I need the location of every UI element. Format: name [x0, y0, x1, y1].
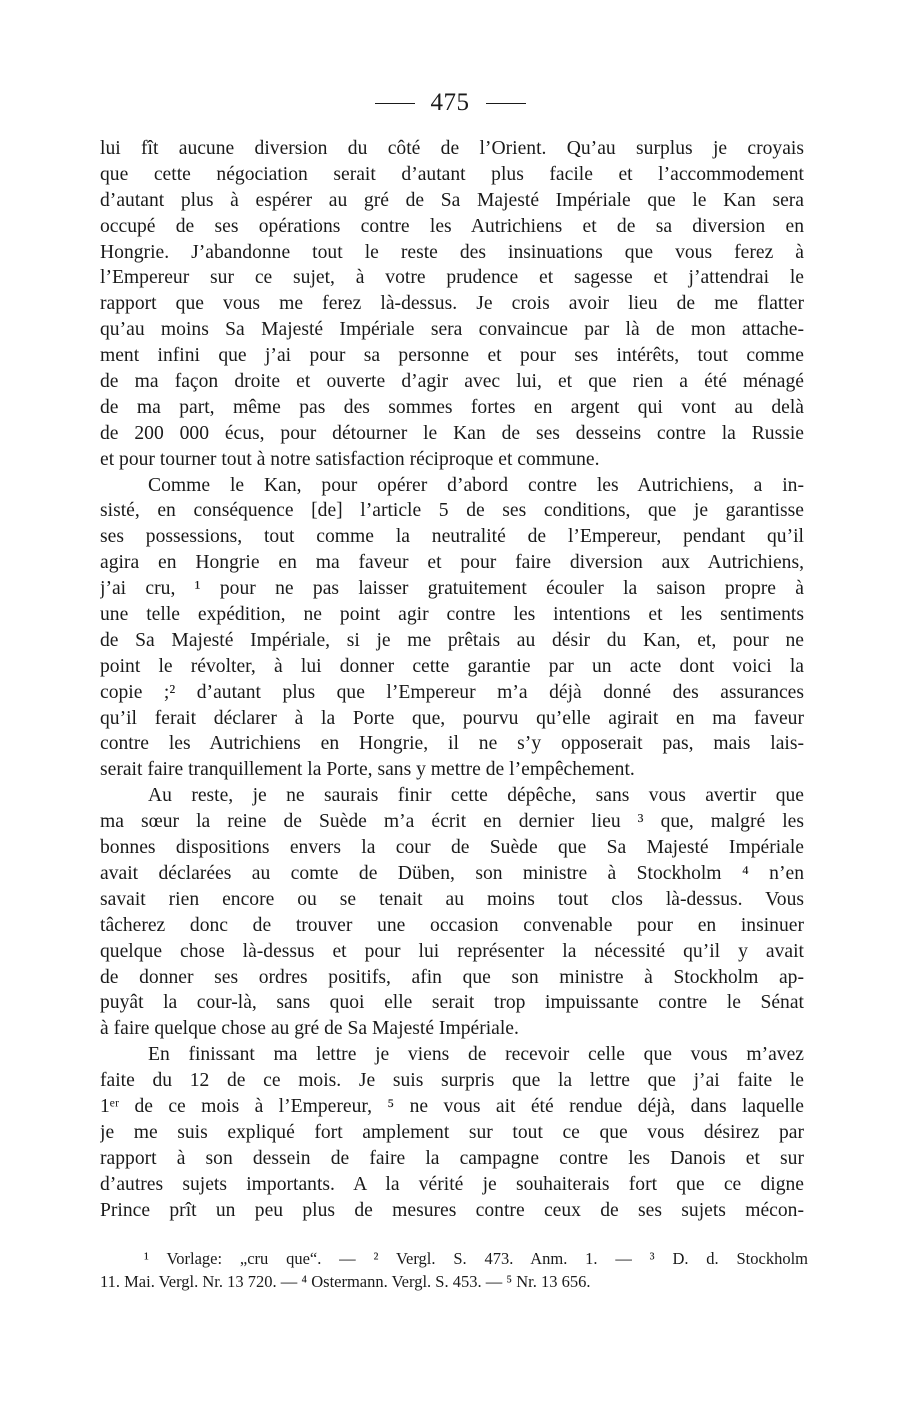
text-line: et pour tourner tout à notre satisfaction réciproque et commune.: [100, 448, 600, 470]
text-line: l’Empereur sur ce sujet, à votre prudence et sagesse et j’attendrai le: [100, 267, 804, 289]
header-rule-right: [486, 103, 526, 104]
paragraph: [100, 1042, 804, 1223]
text-line: rapport à son dessein de faire la campagne contre les Danois et sur: [100, 1147, 804, 1169]
text-line: qu’il ferait déclarer à la Porte que, pourvu qu’elle agirait en ma faveur: [100, 707, 804, 729]
text-line: de 200 000 écus, pour détourner le Kan de ses desseins contre la Russie: [100, 422, 804, 444]
text-line: Comme le Kan, pour opérer d’abord contre les Autrichiens, a in-: [148, 474, 804, 496]
body-text: [100, 136, 804, 1223]
text-line: de donner ses ordres positifs, afin que son ministre à Stockholm ap-: [100, 966, 804, 988]
text-line: de Sa Majesté Impériale, si je me prêtais au désir du Kan, et, pour ne: [100, 629, 804, 651]
text-line: je me suis expliqué fort amplement sur tout ce que vous désirez par: [100, 1121, 804, 1143]
text-line: d’autant plus à espérer au gré de Sa Majesté Impériale que le Kan sera: [100, 189, 804, 211]
text-line: agira en Hongrie en ma faveur et pour faire diversion aux Autrichiens,: [100, 552, 804, 574]
text-line: rapport que vous me ferez là-dessus. Je crois avoir lieu de me flatter: [100, 293, 804, 315]
text-line: faite du 12 de ce mois. Je suis surpris que la lettre que j’ai faite le: [100, 1070, 804, 1092]
text-line: bonnes dispositions envers la cour de Suède que Sa Majesté Impériale: [100, 837, 804, 859]
text-line: une telle expédition, ne point agir contre les intentions et les sentiments: [100, 604, 804, 626]
text-line: tâcherez donc de trouver une occasion convenable pour en insinuer: [100, 914, 804, 936]
paragraph: [100, 473, 804, 784]
text-line: qu’au moins Sa Majesté Impériale sera convaincue par là de mon attache-: [100, 319, 804, 341]
text-line: puyât la cour-là, sans quoi elle serait trop impuissante contre le Sénat: [100, 992, 804, 1014]
text-line: contre les Autrichiens en Hongrie, il ne s’y opposerait pas, mais lais-: [100, 733, 804, 755]
text-line: copie ;² d’autant plus que l’Empereur m’a déjà donné des assurances: [100, 681, 804, 703]
page-header: [0, 89, 900, 117]
text-line: sisté, en conséquence [de] l’article 5 de ses conditions, que je garantisse: [100, 500, 804, 522]
text-line: ses possessions, tout comme la neutralité de l’Empereur, pendant qu’il: [100, 526, 804, 548]
text-line: Prince prît un peu plus de mesures contre ceux de ses sujets mécon-: [100, 1199, 804, 1221]
text-line: 1ᵉʳ de ce mois à l’Empereur, ⁵ ne vous ait été rendue déjà, dans laquelle: [100, 1095, 804, 1117]
text-line: lui fît aucune diversion du côté de l’Orient. Qu’au surplus je croyais: [100, 138, 804, 159]
text-line: avait déclarées au comte de Düben, son ministre à Stockholm ⁴ n’en: [100, 862, 804, 884]
text-line: j’ai cru, ¹ pour ne pas laisser gratuitement écouler la saison propre à: [100, 578, 804, 600]
header-rule-left: [375, 103, 415, 104]
text-line: occupé de ses opérations contre les Autrichiens et de sa diversion en: [100, 215, 804, 237]
text-line: quelque chose là-dessus et pour lui représenter la nécessité qu’il y avait: [100, 940, 804, 962]
text-line: que cette négociation serait d’autant plus facile et l’accommodement: [100, 163, 804, 185]
text-line: savait rien encore ou se tenait au moins tout clos là-dessus. Vous: [100, 888, 804, 910]
text-line: ma sœur la reine de Suède m’a écrit en dernier lieu ³ que, malgré les: [100, 811, 804, 833]
text-line: En finissant ma lettre je viens de recevoir celle que vous m’avez: [148, 1044, 804, 1066]
paragraph: [100, 136, 804, 473]
text-line: serait faire tranquillement la Porte, sans y mettre de l’empêchement.: [100, 759, 635, 781]
text-line: Hongrie. J’abandonne tout le reste des insinuations que vous ferez à: [100, 241, 804, 263]
text-line: de ma façon droite et ouverte d’agir avec lui, et que rien a été ménagé: [100, 371, 804, 393]
footnote-line: 11. Mai. Vergl. Nr. 13 720. — ⁴ Ostermann. Vergl. S. 453. — ⁵ Nr. 13 656.: [100, 1272, 591, 1291]
text-line: de ma part, même pas des sommes fortes en argent qui vont au delà: [100, 396, 804, 418]
text-line: ment infini que j’ai pour sa personne et pour ses intérêts, tout comme: [100, 345, 804, 367]
text-line: point le révolter, à lui donner cette garantie par un acte dont voici la: [100, 655, 804, 677]
text-line: à faire quelque chose au gré de Sa Majesté Impériale.: [100, 1018, 519, 1040]
paragraph: [100, 783, 804, 1042]
footnotes: [100, 1247, 808, 1293]
page-number: 475: [430, 89, 470, 116]
text-line: Au reste, je ne saurais finir cette dépêche, sans vous avertir que: [148, 785, 804, 807]
footnote-line: ¹ Vorlage: „cru que“. — ² Vergl. S. 473. Anm. 1. — ³ D. d. Stockholm: [144, 1249, 808, 1268]
text-line: d’autres sujets importants. A la vérité je souhaiterais fort que ce digne: [100, 1173, 804, 1195]
